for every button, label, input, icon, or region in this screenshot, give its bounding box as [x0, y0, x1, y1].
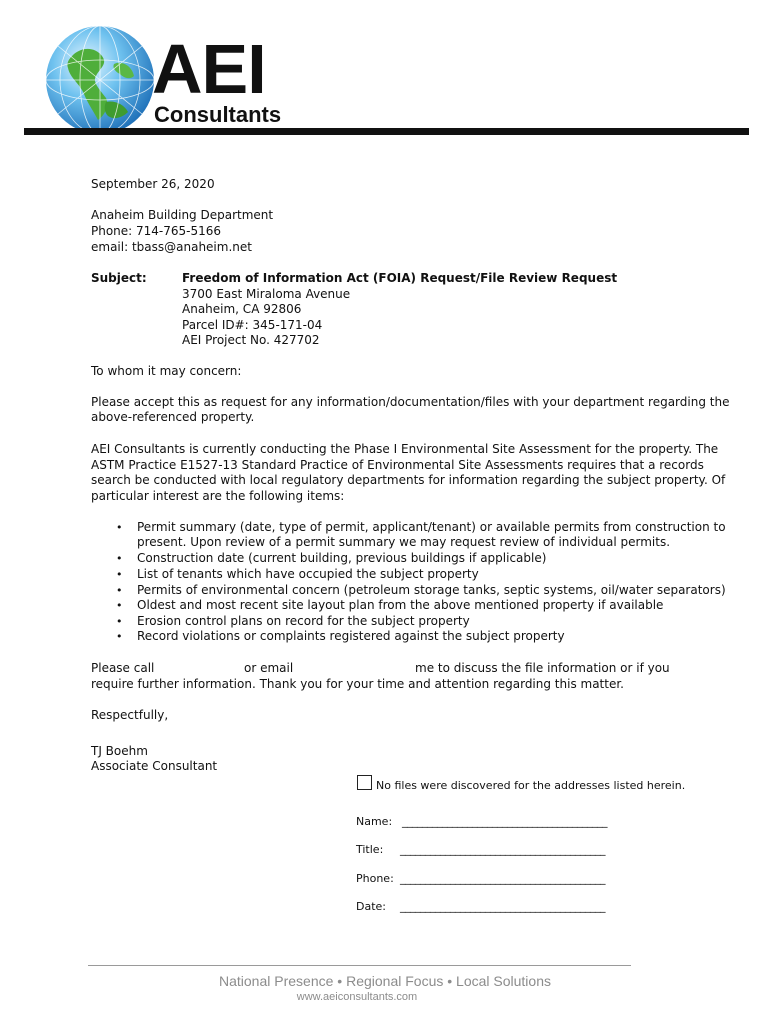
subject-parcel: Parcel ID#: 345-171-04 — [182, 318, 323, 332]
closing-text: or email — [244, 661, 294, 675]
bullet-icon: • — [116, 584, 123, 597]
globe-logo-icon — [44, 24, 156, 136]
para2-line: particular interest are the following items: — [91, 489, 345, 503]
date-field[interactable]: _________________________________________ — [400, 900, 605, 913]
list-item: Oldest and most recent site layout plan from the above mentioned property if available — [137, 598, 664, 612]
footer-divider — [88, 965, 631, 966]
signer-name: TJ Boehm — [91, 744, 148, 758]
list-item: Permit summary (date, type of permit, applicant/tenant) or available permits from construction to — [137, 520, 726, 534]
subject-city: Anaheim, CA 92806 — [182, 302, 302, 316]
bullet-icon: • — [116, 568, 123, 581]
phone-field[interactable]: _________________________________________ — [400, 872, 605, 885]
signoff: Respectfully, — [91, 708, 169, 722]
no-files-checkbox[interactable] — [357, 775, 372, 790]
bullet-icon: • — [116, 521, 123, 534]
subject-address: 3700 East Miraloma Avenue — [182, 287, 351, 301]
title-label: Title: — [356, 843, 384, 856]
signer-title: Associate Consultant — [91, 759, 218, 773]
logo-subtitle: Consultants — [154, 102, 282, 127]
header-divider — [24, 128, 749, 135]
para2-line: search be conducted with local regulatory departments for information regarding the subject property. Of — [91, 473, 726, 487]
bullet-icon: • — [116, 599, 123, 612]
para2-line: ASTM Practice E1527-13 Standard Practice of Environmental Site Assessments requires that a records — [91, 458, 704, 472]
closing-text: require further information. Thank you for your time and attention regarding this matter. — [91, 677, 624, 691]
date-label: Date: — [356, 900, 386, 913]
subject-project: AEI Project No. 427702 — [182, 333, 320, 347]
list-item: Record violations or complaints registered against the subject property — [137, 629, 565, 643]
name-field[interactable]: _________________________________________ — [402, 815, 607, 828]
letter-date: September 26, 2020 — [91, 177, 215, 191]
name-label: Name: — [356, 815, 393, 828]
subject-label: Subject: — [91, 271, 147, 285]
footer-tagline: National Presence • Regional Focus • Local Solutions — [219, 973, 551, 989]
list-item: List of tenants which have occupied the subject property — [137, 567, 479, 581]
bullet-icon: • — [116, 630, 123, 643]
logo-wordmark: AEI — [152, 30, 266, 108]
recipient-phone: Phone: 714-765-5166 — [91, 224, 222, 238]
para1-line: Please accept this as request for any information/documentation/files with your department regarding the — [91, 395, 730, 409]
closing-text: me to discuss the file information or if you — [415, 661, 670, 675]
para1-line: above-referenced property. — [91, 410, 255, 424]
bullet-icon: • — [116, 552, 123, 565]
salutation: To whom it may concern: — [91, 364, 242, 378]
list-item: Erosion control plans on record for the subject property — [137, 614, 470, 628]
para2-line: AEI Consultants is currently conducting the Phase I Environmental Site Assessment for the property. The — [91, 442, 719, 456]
subject-title: Freedom of Information Act (FOIA) Request/File Review Request — [182, 271, 618, 285]
no-files-label: No files were discovered for the addresses listed herein. — [376, 779, 686, 792]
list-item-continuation: present. Upon review of a permit summary we may request review of individual permits. — [137, 535, 671, 549]
footer-url[interactable]: www.aeiconsultants.com — [296, 991, 418, 1003]
title-field[interactable]: _________________________________________ — [400, 843, 605, 856]
phone-label: Phone: — [356, 872, 394, 885]
recipient-email: email: tbass@anaheim.net — [91, 240, 252, 254]
bullet-icon: • — [116, 615, 123, 628]
closing-text: Please call — [91, 661, 155, 675]
list-item: Construction date (current building, previous buildings if applicable) — [137, 551, 547, 565]
recipient-name: Anaheim Building Department — [91, 208, 274, 222]
list-item: Permits of environmental concern (petroleum storage tanks, septic systems, oil/water separators) — [137, 583, 726, 597]
